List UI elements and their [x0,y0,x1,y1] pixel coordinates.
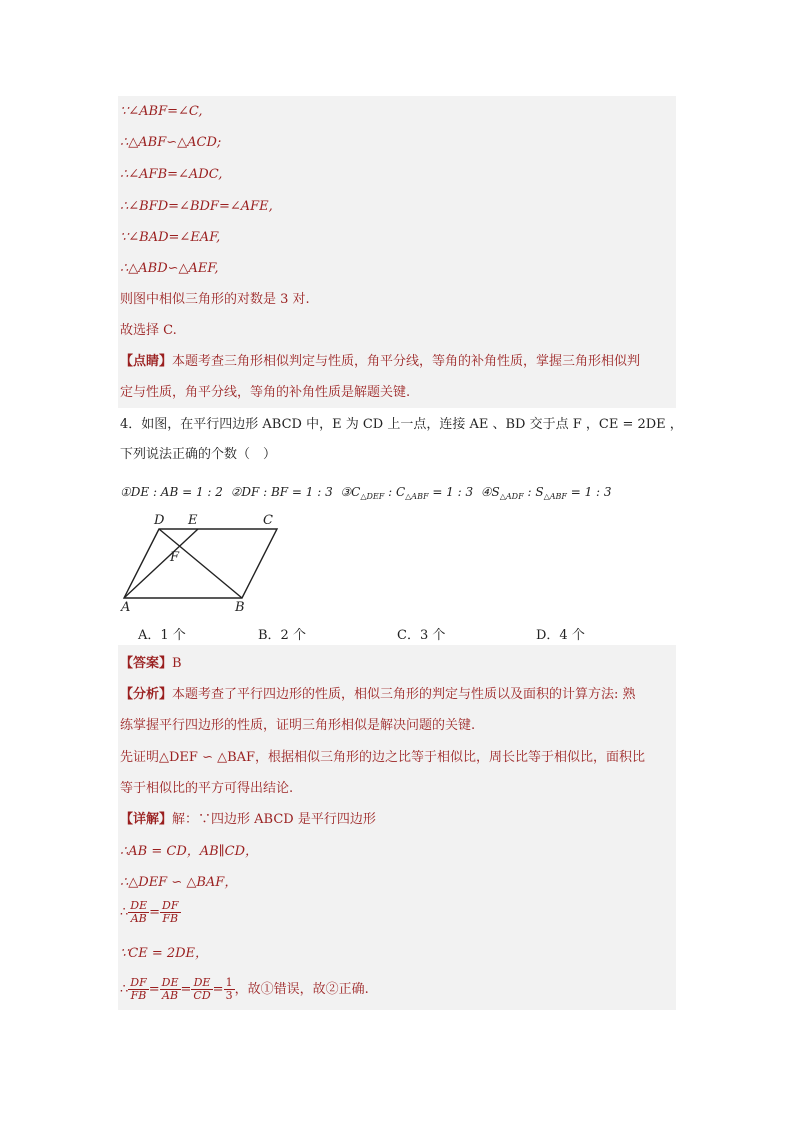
label-a: A [121,600,131,614]
detail-text-1: 解：∵四边形 ABCD 是平行四边形 [172,812,376,827]
statements-row [120,483,612,506]
analysis-line-1 [120,686,636,704]
answer-tag: 【答案】 [120,656,173,671]
statement-1: ①DE : AB = 1 : 2 [120,485,223,499]
question-line-1: 4．如图，在平行四边形 ABCD 中，E 为 CD 上一点，连接 AE 、BD 交于点 F ，CE = 2DE ， [120,417,683,432]
comment-line-1 [120,353,640,371]
proof-line-4: ∴∠BFD=∠BDF=∠AFE, [120,199,273,214]
detail-tag: 【详解】 [120,812,173,827]
label-b: B [235,600,245,614]
answer-value: B [172,656,182,671]
fraction-de-ab-2: $\frac{DE}{AB}$ [161,976,179,1002]
detail-line-2: ∴AB = CD，AB∥CD， [120,844,259,859]
proof-line-5: ∵∠BAD=∠EAF, [120,230,221,245]
label-d: D [154,513,165,528]
analysis-line-3: 先证明△DEF ∽ △BAF，根据相似三角形的边之比等于相似比，周长比等于相似比，面积比 [120,750,646,765]
analysis-tag: 【分析】 [120,687,173,702]
comment-line-2: 定与性质，角平分线，等角的补角性质是解题关键. [120,385,411,400]
label-c: C [263,513,273,528]
detail-line-3: ∴△DEF ∽ △BAF， [120,875,238,890]
option-d[interactable]: D．4 个 [536,628,585,643]
statement-4: $④S_{\triangle ADF}$ : $S_{\triangle ABF} = 1$ : 3 [480,485,612,501]
proof-line-3: ∴∠AFB=∠ADC, [120,167,223,182]
right-mark: ② [325,982,339,997]
analysis-text-1: 本题考查了平行四边形的性质，相似三角形的判定与性质以及面积的计算方法: 熟 [172,687,636,702]
detail-line-6: ∴ $\frac{DF}{FB}$ = $\frac{DE}{AB}$ = $\frac{DE}{CD}$ = $\frac{1}{3}$ ，故①错误，故②正确. [120,976,369,1002]
option-b[interactable]: B．2 个 [258,628,306,643]
wrong-mark: ① [260,982,274,997]
comment-text-1: 本题考查三角形相似判定与性质，角平分线，等角的补角性质，掌握三角形相似判 [172,354,641,369]
proof-line-6: ∴△ABD∽△AEF, [120,261,219,276]
detail-line-4: ∴ $\frac{DE}{AB}$ = $\frac{DF}{FB}$ [120,899,179,925]
segment-ae [124,529,198,598]
analysis-line-2: 练掌握平行四边形的性质，证明三角形相似是解决问题的关键. [120,718,476,733]
comment-tag: 【点睛】 [120,354,173,369]
fraction-df-fb: $\frac{DF}{FB}$ [162,899,179,925]
detail-line-5: ∵CE = 2DE， [120,946,209,961]
fraction-de-cd: $\frac{DE}{CD}$ [193,976,211,1002]
detail-line-1 [120,811,376,829]
answer-line [120,655,182,673]
question-line-2: 下列说法正确的个数（ ） [120,447,277,462]
option-a[interactable]: A．1 个 [138,628,186,643]
proof-conclusion: 则图中相似三角形的对数是 3 对. [120,292,310,307]
fraction-df-fb-2: $\frac{DF}{FB}$ [130,976,147,1002]
parallelogram-figure [112,508,292,614]
label-e: E [188,513,198,528]
analysis-line-4: 等于相似比的平方可得出结论. [120,781,294,796]
label-f: F [170,550,180,565]
statement-3: $③C_{\triangle DEF}$ : $C_{\triangle ABF} = 1$ : 3 [340,485,474,501]
proof-line-2: ∴△ABF∽△ACD; [120,135,222,150]
option-c[interactable]: C．3 个 [397,628,446,643]
fraction-1-3: $\frac{1}{3}$ [225,976,233,1002]
proof-choice: 故选择 C. [120,323,177,338]
fraction-de-ab: $\frac{DE}{AB}$ [130,899,148,925]
proof-line-1: ∵∠ABF=∠C, [120,104,203,119]
statement-2: ②DF : BF = 1 : 3 [230,485,333,499]
